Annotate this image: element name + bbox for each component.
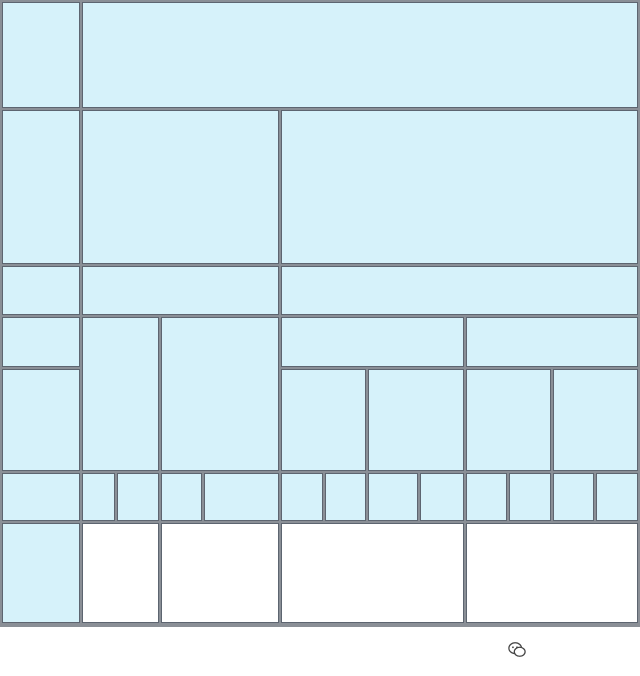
material-al-2 [204, 473, 279, 522]
material-al-3 [325, 473, 367, 522]
single-core-soil [466, 317, 638, 368]
arrangement-air-2 [368, 369, 464, 470]
cores-single [281, 266, 638, 315]
material-cu-4 [368, 473, 418, 522]
voltage-row [2, 2, 638, 108]
material-cu-1 [82, 473, 115, 522]
ambient-three-air [82, 523, 159, 623]
three-core-air [82, 317, 159, 471]
laying-row [2, 317, 638, 368]
single-core-air [281, 317, 464, 368]
model-label [2, 110, 80, 264]
material-cu-3 [281, 473, 323, 522]
material-cu-6 [553, 473, 595, 522]
watermark [508, 641, 529, 659]
ambient-row [2, 523, 638, 623]
ambient-three-soil [161, 523, 279, 623]
model-row [2, 110, 638, 264]
caption-bar [0, 627, 640, 676]
material-al-5 [509, 473, 551, 522]
arrangement-soil-1 [466, 369, 551, 470]
arrangement-air-1 [281, 369, 366, 470]
material-row [2, 473, 638, 522]
material-label [2, 473, 80, 522]
ambient-single-soil [466, 523, 638, 623]
material-cu-5 [466, 473, 508, 522]
material-al-6 [596, 473, 638, 522]
arrangement-soil-2 [553, 369, 638, 470]
laying-label [2, 317, 80, 368]
arrangement-label [2, 369, 80, 470]
model-single-core [281, 110, 638, 264]
material-al-1 [117, 473, 159, 522]
cores-label [2, 266, 80, 315]
voltage-value [82, 2, 638, 108]
three-core-soil [161, 317, 279, 471]
cores-three [82, 266, 279, 315]
material-cu-2 [161, 473, 203, 522]
ambient-single-air [281, 523, 464, 623]
model-three-core [82, 110, 279, 264]
voltage-label [2, 2, 80, 108]
material-al-4 [420, 473, 464, 522]
wechat-icon [508, 641, 526, 659]
cores-row [2, 266, 638, 315]
ambient-label [2, 523, 80, 623]
